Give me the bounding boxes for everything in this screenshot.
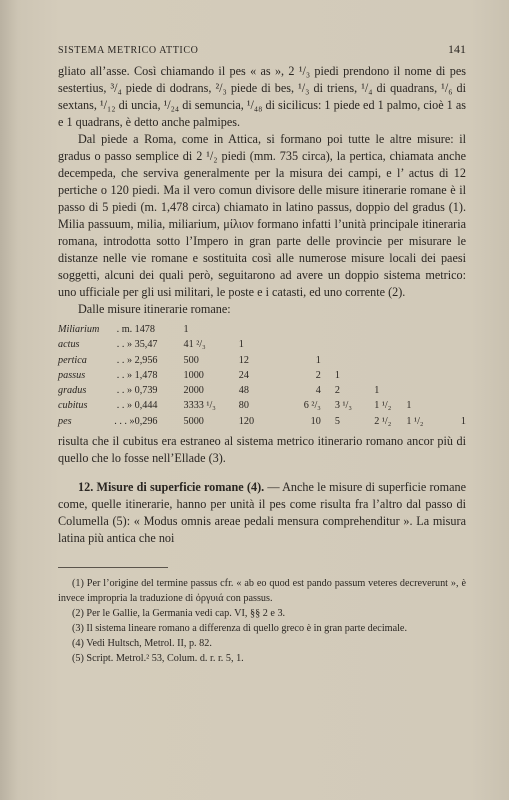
table-cell: [374, 353, 406, 368]
table-cell: 6 ²/₃: [303, 400, 321, 412]
table-cell: [444, 322, 466, 337]
table-cell: pes: [58, 415, 72, 427]
table-cell: 41 ²/₃: [183, 339, 206, 351]
page-number: 141: [448, 42, 466, 56]
table-cell: 5: [334, 415, 340, 427]
table-cell: . . »: [116, 400, 133, 412]
table-cell: actus: [58, 339, 80, 351]
table-cell: 2 ¹/₂: [374, 415, 392, 427]
table-cell: 10: [310, 415, 321, 427]
table-cell: . . »: [116, 354, 133, 366]
table-cell: 1: [315, 354, 321, 366]
table-row: [58, 337, 466, 352]
table-cell: [374, 368, 406, 383]
table-cell: 1000: [183, 369, 204, 381]
table-cell: . . »: [116, 385, 133, 397]
table-cell: 48: [238, 385, 249, 397]
table-cell: . . »: [116, 369, 133, 381]
table-cell: 2: [315, 369, 321, 381]
table-cell: [374, 337, 406, 352]
footnote-3: (3) Il sistema lineare romano a differenza di quello greco è in gran parte decimale.: [72, 623, 407, 635]
table-cell: 35,47: [134, 339, 158, 351]
running-title: SISTEMA METRICO ATTICO: [58, 45, 199, 56]
itinerary-measures-table: [58, 322, 466, 429]
table-cell: 0,444: [134, 400, 158, 412]
table-row: [58, 398, 466, 413]
table-cell: 1: [334, 369, 340, 381]
table-cell: [335, 353, 374, 368]
table-cell: [335, 322, 374, 337]
table-cell: [406, 383, 444, 398]
paragraph-4: risulta che il cubitus era estraneo al sistema metrico itinerario romano ancor più di quello che lo fosse nell’Ellade (3).: [58, 434, 466, 466]
table-row: [58, 322, 466, 337]
section-12-paragraph: [58, 479, 466, 547]
table-cell: pertica: [58, 354, 87, 366]
table-cell: 3 ¹/₃: [334, 400, 352, 412]
footnote-5: (5) Script. Metrol.² 53, Colum. d. r. r. 5, 1.: [72, 653, 244, 665]
table-cell: 1,478: [134, 369, 158, 381]
table-cell: cubitus: [58, 400, 88, 412]
table-cell: [406, 322, 444, 337]
table-cell: 24: [238, 369, 249, 381]
table-cell: 1: [183, 324, 189, 335]
table-cell: 500: [183, 354, 199, 366]
footnotes: [58, 576, 466, 666]
table-cell: [292, 337, 335, 352]
table-cell: 2000: [183, 385, 204, 397]
table-cell: passus: [58, 369, 86, 381]
table-cell: [444, 368, 466, 383]
table-cell: [292, 322, 335, 337]
table-row: [58, 383, 466, 398]
table-cell: 0,739: [134, 385, 158, 397]
table-cell: 1: [238, 339, 244, 351]
table-cell: 80: [238, 400, 249, 412]
table-cell: 5000: [183, 415, 204, 427]
table-cell: . m.: [116, 324, 133, 335]
table-row: [58, 414, 466, 429]
table-cell: 4: [315, 385, 321, 397]
table-cell: 1 ¹/₂: [374, 400, 392, 412]
table-cell: 1: [374, 385, 380, 397]
table-cell: . . »: [116, 339, 133, 351]
table-cell: 12: [238, 354, 249, 366]
table-cell: [444, 337, 466, 352]
table-cell: [444, 398, 466, 413]
footnote-rule: [58, 567, 168, 568]
table-cell: 3333 ¹/₃: [183, 400, 216, 412]
table-cell: 1: [460, 415, 466, 427]
table-cell: 0,296: [134, 415, 158, 427]
table-cell: [406, 353, 444, 368]
table-cell: 1 ¹/₂: [406, 415, 424, 427]
table-cell: [406, 337, 444, 352]
page-content: [58, 42, 466, 666]
table-cell: 2,956: [134, 354, 158, 366]
paragraph-3: Dalle misure itinerarie romane:: [78, 302, 231, 316]
table-cell: [335, 337, 374, 352]
table-row: [58, 353, 466, 368]
table-cell: Miliarium: [58, 324, 100, 335]
table-cell: gradus: [58, 385, 87, 397]
paragraph-1: gliato all’asse. Così chiamando il pes « as », 2 ¹/₃ piedi prendono il nome di pes sestertius, ³/₄ piede di dodrans, ²/₃ piede di bes, ¹/₃ di triens, ¹/₄ di quadrans, ¹/₆ di sextans, ¹/₁₂ di uncia, ¹/₂₄ di semuncia, ¹/₄₈ di sicilicus: 1 piede ed 1 palmo, cioè 1 as e 1 quadrans, è detto anche palmipes.: [58, 64, 466, 129]
section-text: — Anche le misure di superficie romane come, quelle itinerarie, hanno per unità il pes come risulta fra l’altro dal passo di Columella (5): « Modus omnis areae pedali mensura comprehenditur ». La misura latina più antica che noi: [58, 480, 466, 546]
paragraph-2: Dal piede a Roma, come in Attica, si formano poi tutte le altre misure: il gradus o passo semplice di 2 ¹/₂ piedi (mm. 735 circa), la pertica, chiamata anche decempeda, che serviva generalmente per la misura dei campi, e l’ actus di 12 pertiche o 120 piedi. Ma il vero comun divisore delle misure itinerarie romane è il passo di 5 piedi (m. 1,478 circa) chiamato in latino passus, doppio del gradus (1). Milia passuum, milia, miliarium, μίλιον formano infatti l’unità principale itineraria romana, introdotta sotto l’Impero in gran parte delle provincie per misurare le distanze nelle vie romane e sostituita così alle numerose misure locali dei paesi soggetti, alcuni dei quali però, seguitarono ad avere un doppio sistema metrico: uno ufficiale per gli usi militari, le poste e i catasti, ed uno corrente (2).: [58, 132, 466, 299]
table-cell: [406, 368, 444, 383]
table-cell: [444, 353, 466, 368]
footnote-1: (1) Per l’origine del termine passus cfr. « ab eo quod est pando passum veteres decreverunt », è invece impropria la traduzione di ὀργυιά con passus.: [58, 578, 466, 605]
running-header: [58, 42, 466, 57]
table-cell: 2: [334, 385, 340, 397]
footnote-2: (2) Per le Gallie, la Germania vedi cap. VI, §§ 2 e 3.: [72, 608, 286, 620]
table-cell: . . . »: [114, 415, 135, 427]
section-title: 12. Misure di superficie romane (4).: [78, 480, 265, 495]
table-cell: 1478: [134, 324, 155, 335]
table-cell: [239, 322, 292, 337]
table-row: [58, 368, 466, 383]
table-cell: 1: [406, 400, 412, 412]
table-cell: [374, 322, 406, 337]
table-cell: 120: [238, 415, 255, 427]
footnote-4: (4) Vedi Hultsch, Metrol. II, p. 82.: [72, 638, 212, 650]
table-cell: [444, 383, 466, 398]
